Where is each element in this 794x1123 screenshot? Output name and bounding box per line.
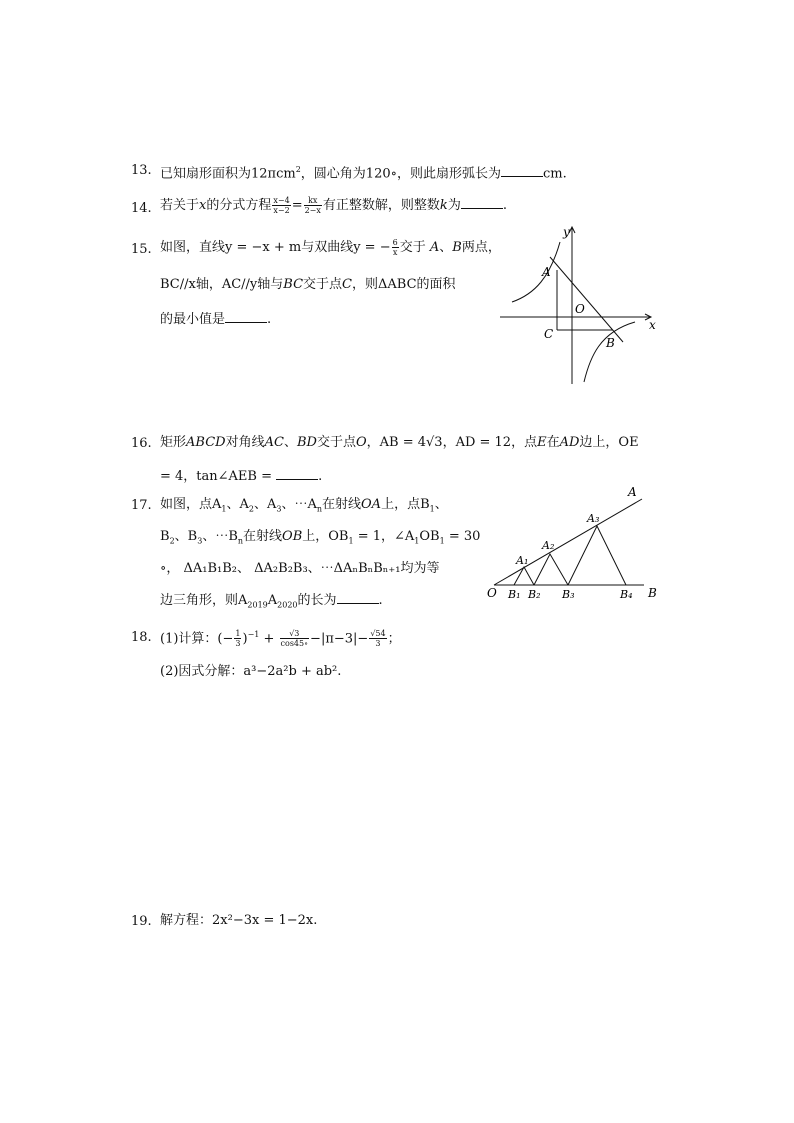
q17-text: = 1，∠A (353, 529, 415, 544)
question-15-line2 (160, 276, 456, 294)
sub: 2020 (277, 600, 298, 610)
var-ob: OB (282, 529, 303, 544)
sub: 2019 (247, 600, 268, 610)
q14-text: 若关于 (160, 198, 200, 213)
question-19: 解方程：2x²−3x = 1−2x. (160, 913, 318, 928)
q17-text: 如图，点A (160, 497, 222, 512)
sub: 1 (348, 536, 354, 546)
question-15-line3 (160, 310, 271, 329)
frac-top: √3 (280, 629, 310, 639)
q17-text: 、A (226, 497, 249, 512)
answer-blank (501, 164, 543, 177)
q17-text: 、 (434, 497, 448, 512)
frac-bot: x−2 (273, 206, 290, 215)
q17-text: 、⋯B (202, 529, 238, 544)
q15-line2-b: 交于点 (303, 277, 343, 292)
label-x: x (649, 318, 656, 332)
q17-text: 上，点B (381, 497, 430, 512)
question-number: 18. (131, 630, 152, 645)
label-a: A (542, 265, 551, 279)
sub: 3 (276, 504, 282, 514)
question-number: 14. (131, 201, 152, 216)
q15-line2: BC//x轴，AC//y轴与 (160, 277, 284, 292)
frac-bot: cos45∘ (280, 639, 309, 649)
var-c: C (342, 277, 352, 292)
q13-text: 已知扇形面积为12πcm (160, 166, 296, 182)
label-c: C (544, 327, 554, 341)
q18-text: (1)计算：(− (160, 631, 234, 647)
q17-text: 在射线 (243, 529, 283, 544)
question-15-line1 (160, 238, 501, 257)
label-b4: B₄ (620, 588, 633, 601)
question-18-part2: (2)因式分解：a³−2a²b + ab². (160, 664, 342, 679)
q14-text-d: 为 (447, 198, 461, 213)
question-17-line2 (160, 528, 480, 551)
sub: 1 (221, 504, 227, 514)
question-14 (160, 196, 507, 215)
triangle-3 (568, 526, 626, 585)
fraction (280, 629, 310, 648)
sqrt-3: √3 (426, 435, 443, 450)
frac-bot: x (392, 248, 398, 257)
q16-period: . (318, 469, 323, 484)
q16-text-e: ，AD = 12，点 (442, 435, 538, 450)
var-a: A (429, 240, 440, 255)
fraction (304, 196, 322, 215)
sub: n (316, 504, 322, 514)
q17-text: B (160, 529, 170, 544)
q18-text: + (259, 631, 279, 647)
separator: 、 (439, 240, 453, 255)
q18-text: −|π−3|− (310, 631, 369, 647)
q16-text: 矩形 (160, 435, 187, 450)
q17-text: OB (419, 529, 440, 544)
label-a2: A₂ (542, 539, 555, 552)
q14-text-c: 有正整数解，则整数 (322, 198, 440, 213)
var-ad: AD (559, 435, 580, 450)
triangle-1 (514, 567, 534, 585)
question-number: 16. (131, 436, 152, 451)
var-k: k (439, 198, 448, 213)
label-b: B (606, 336, 615, 350)
answer-blank (225, 310, 267, 323)
q17-text: 上，OB (302, 529, 349, 544)
q17-text: 在射线 (322, 497, 362, 512)
sub: 2 (248, 504, 254, 514)
label-a: A (628, 485, 637, 499)
sub: 1 (414, 536, 420, 546)
q17-text: = 30 (444, 529, 481, 544)
q15-line2-c: ，则ΔABC的面积 (352, 277, 456, 292)
question-17-line4 (160, 591, 383, 615)
answer-blank (276, 467, 318, 480)
q14-text-b: 的分式方程 (206, 198, 272, 213)
hyperbola-branch-right (584, 322, 635, 382)
q15-text: 如图，直线y = −x + m与双曲线y = − (160, 240, 391, 255)
question-number: 13. (131, 163, 152, 178)
question-17-line3: ∘， ΔA₁B₁B₂、 ΔA₂B₂B₃、⋯ΔAₙBₙBₙ₊₁均为等 (160, 561, 440, 576)
q15-text-b: 交于 (399, 240, 426, 255)
var-bc: BC (283, 277, 304, 292)
sub: 2 (169, 536, 175, 546)
q15-text-c: 两点， (461, 240, 501, 255)
q18-text: ) (242, 631, 248, 647)
q17-period: . (378, 593, 383, 608)
question-17-line1 (160, 496, 448, 519)
answer-blank (337, 591, 379, 604)
sub: 1 (439, 536, 445, 546)
frac-top: kx (304, 196, 322, 206)
question-16-line1 (160, 434, 639, 452)
frac-top: x−4 (273, 196, 290, 205)
sub: 1 (429, 504, 435, 514)
q14-period: . (502, 198, 507, 213)
label-o: O (487, 586, 497, 600)
var-x: x (199, 198, 207, 213)
answer-blank (461, 196, 503, 209)
var-bd: BD (296, 435, 317, 450)
q15-line3: 的最小值是 (160, 312, 226, 327)
frac-bot: 3 (375, 639, 381, 649)
hyperbola-figure (495, 222, 665, 387)
var-ac: AC (264, 435, 284, 450)
q16-text-b: 对角线 (225, 435, 265, 450)
question-18-part1 (160, 626, 401, 648)
q16-line2: = 4，tan∠AEB = (160, 469, 272, 484)
q16-text-d: ，AB = 4 (366, 435, 426, 450)
question-number: 15. (131, 242, 152, 257)
sup: −1 (247, 630, 260, 639)
frac-bot: 3 (235, 639, 241, 649)
var-b: B (452, 240, 462, 255)
line-y-eq-neg-x-plus-m (550, 257, 623, 342)
question-13 (160, 161, 567, 183)
sub: 3 (197, 536, 203, 546)
q17-text: 的长为 (297, 593, 337, 608)
var-abcd: ABCD (186, 435, 226, 450)
frac-top: √54 (370, 629, 386, 639)
label-a1: A₁ (516, 554, 529, 567)
q13-text-b: ，圆心角为120∘，则此扇形弧长为 (300, 166, 501, 182)
q18-text: ； (387, 631, 401, 647)
label-b2: B₂ (528, 588, 541, 601)
label-b3: B₃ (562, 588, 575, 601)
var-oa: OA (361, 497, 382, 512)
frac-top: 6 (392, 238, 398, 247)
q13-unit: cm. (542, 166, 567, 182)
fraction (272, 196, 290, 215)
fraction (369, 629, 386, 648)
frac-bot: 2−x (304, 206, 321, 215)
separator: 、 (283, 435, 297, 450)
q13-sup: 2 (295, 165, 301, 174)
q17-text: 、A (253, 497, 277, 512)
q16-text-g: 边上，OE (579, 435, 639, 450)
label-b: B (648, 586, 657, 600)
var-e: E (537, 435, 547, 450)
q16-text-c: 交于点 (316, 435, 356, 450)
label-a3: A₃ (587, 512, 600, 525)
label-b1: B₁ (508, 588, 521, 601)
question-number: 17. (131, 498, 152, 513)
fraction (234, 629, 241, 648)
question-16-line2 (160, 467, 322, 486)
fraction (392, 238, 399, 257)
label-o: O (575, 302, 585, 316)
triangles-figure (484, 484, 664, 604)
var-o: O (355, 435, 367, 450)
label-y: y (563, 225, 570, 239)
q17-text: 边三角形，则A (160, 593, 248, 608)
question-number: 19. (131, 914, 152, 929)
frac-top: 1 (235, 629, 241, 639)
equals: = (291, 198, 303, 213)
q17-text: A (267, 593, 278, 608)
q17-text: 、B (174, 529, 198, 544)
q17-text: 、⋯A (281, 497, 317, 512)
q15-period: . (267, 312, 272, 327)
sub: n (237, 536, 244, 546)
q16-text-f: 在 (546, 435, 560, 450)
hyperbola-branch-left (512, 242, 560, 302)
